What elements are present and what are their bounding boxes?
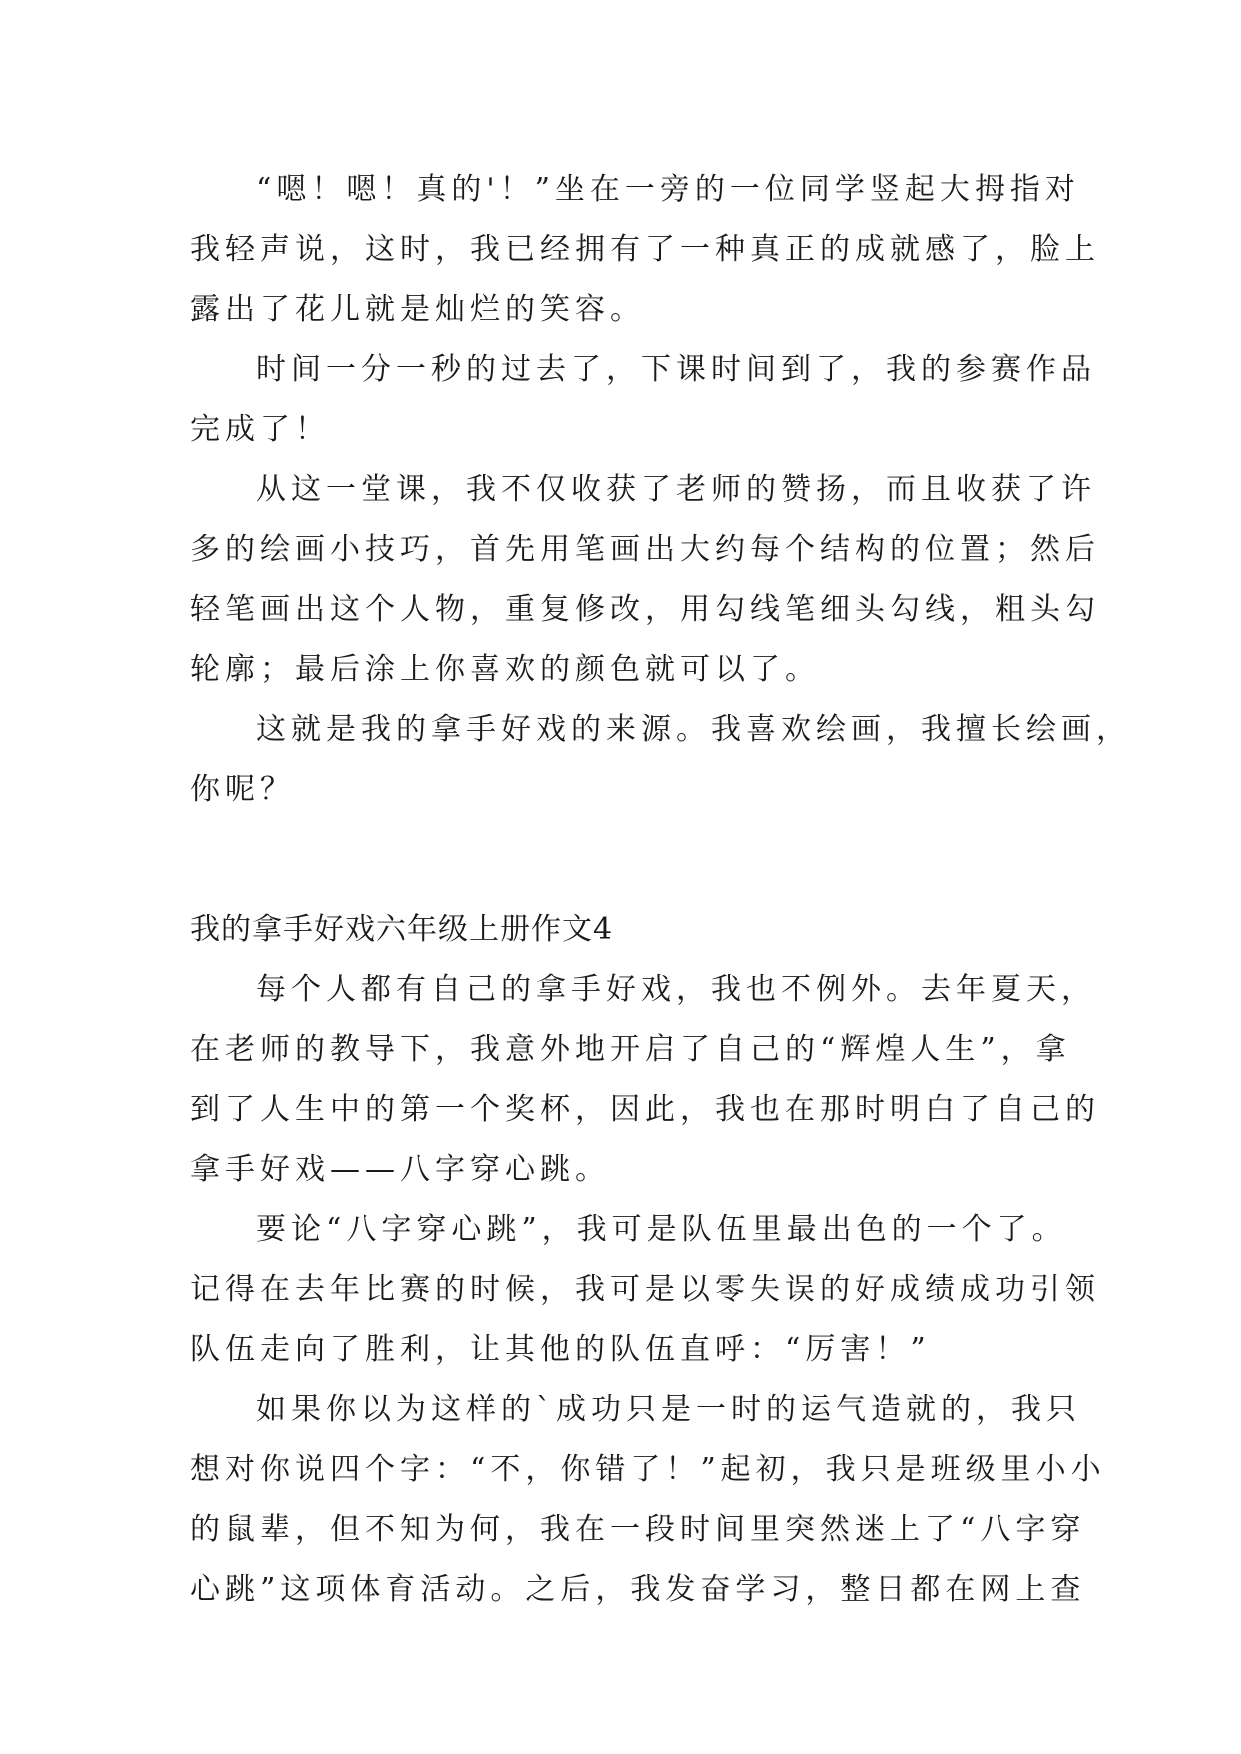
text-line: 时间一分一秒的过去了，下课时间到了，我的参赛作品	[256, 352, 1096, 387]
text-line: “嗯！嗯！真的'！”坐在一旁的一位同学竖起大拇指对	[256, 172, 1080, 207]
paragraph	[190, 1200, 1100, 1380]
text-line: 在老师的教导下，我意外地开启了自己的“辉煌人生”，拿	[190, 1032, 1071, 1067]
paragraph	[190, 960, 1100, 1200]
section-title: 我的拿手好戏六年级上册作文4	[190, 912, 614, 947]
text-line: 记得在去年比赛的时候，我可是以零失误的好成绩成功引领	[190, 1272, 1100, 1307]
text-line: 想对你说四个字：“不，你错了！”起初，我只是班级里小小	[190, 1452, 1106, 1487]
paragraph	[190, 700, 1131, 820]
text-line: 每个人都有自己的拿手好戏，我也不例外。去年夏天，	[256, 972, 1096, 1007]
text-line: 队伍走向了胜利，让其他的队伍直呼：“厉害！”	[190, 1332, 931, 1367]
text-line: 心跳”这项体育活动。之后，我发奋学习，整日都在网上查	[190, 1572, 1086, 1607]
paragraph	[190, 1380, 1106, 1620]
text-line: 我轻声说，这时，我已经拥有了一种真正的成就感了，脸上	[190, 232, 1100, 267]
text-line: 如果你以为这样的`成功只是一时的运气造就的，我只	[256, 1392, 1081, 1427]
text-line: 这就是我的拿手好戏的来源。我喜欢绘画，我擅长绘画，	[256, 712, 1131, 747]
document-body	[190, 160, 1131, 1620]
text-line: 要论“八字穿心跳”，我可是队伍里最出色的一个了。	[256, 1212, 1067, 1247]
text-line: 拿手好戏——八字穿心跳。	[190, 1152, 610, 1187]
text-line: 完成了！	[190, 412, 330, 447]
paragraph	[190, 340, 1096, 460]
text-line: 从这一堂课，我不仅收获了老师的赞扬，而且收获了许	[256, 472, 1096, 507]
text-line: 到了人生中的第一个奖杯，因此，我也在那时明白了自己的	[190, 1092, 1100, 1127]
text-line: 的鼠辈，但不知为何，我在一段时间里突然迷上了“八字穿	[190, 1512, 1086, 1547]
text-line: 轮廓；最后涂上你喜欢的颜色就可以了。	[190, 652, 820, 687]
text-line: 多的绘画小技巧，首先用笔画出大约每个结构的位置；然后	[190, 532, 1100, 567]
text-line: 露出了花儿就是灿烂的笑容。	[190, 292, 645, 327]
text-line: 轻笔画出这个人物，重复修改，用勾线笔细头勾线，粗头勾	[190, 592, 1100, 627]
text-line: 你呢？	[190, 772, 295, 807]
paragraph	[190, 460, 1100, 700]
paragraph	[190, 160, 1100, 340]
